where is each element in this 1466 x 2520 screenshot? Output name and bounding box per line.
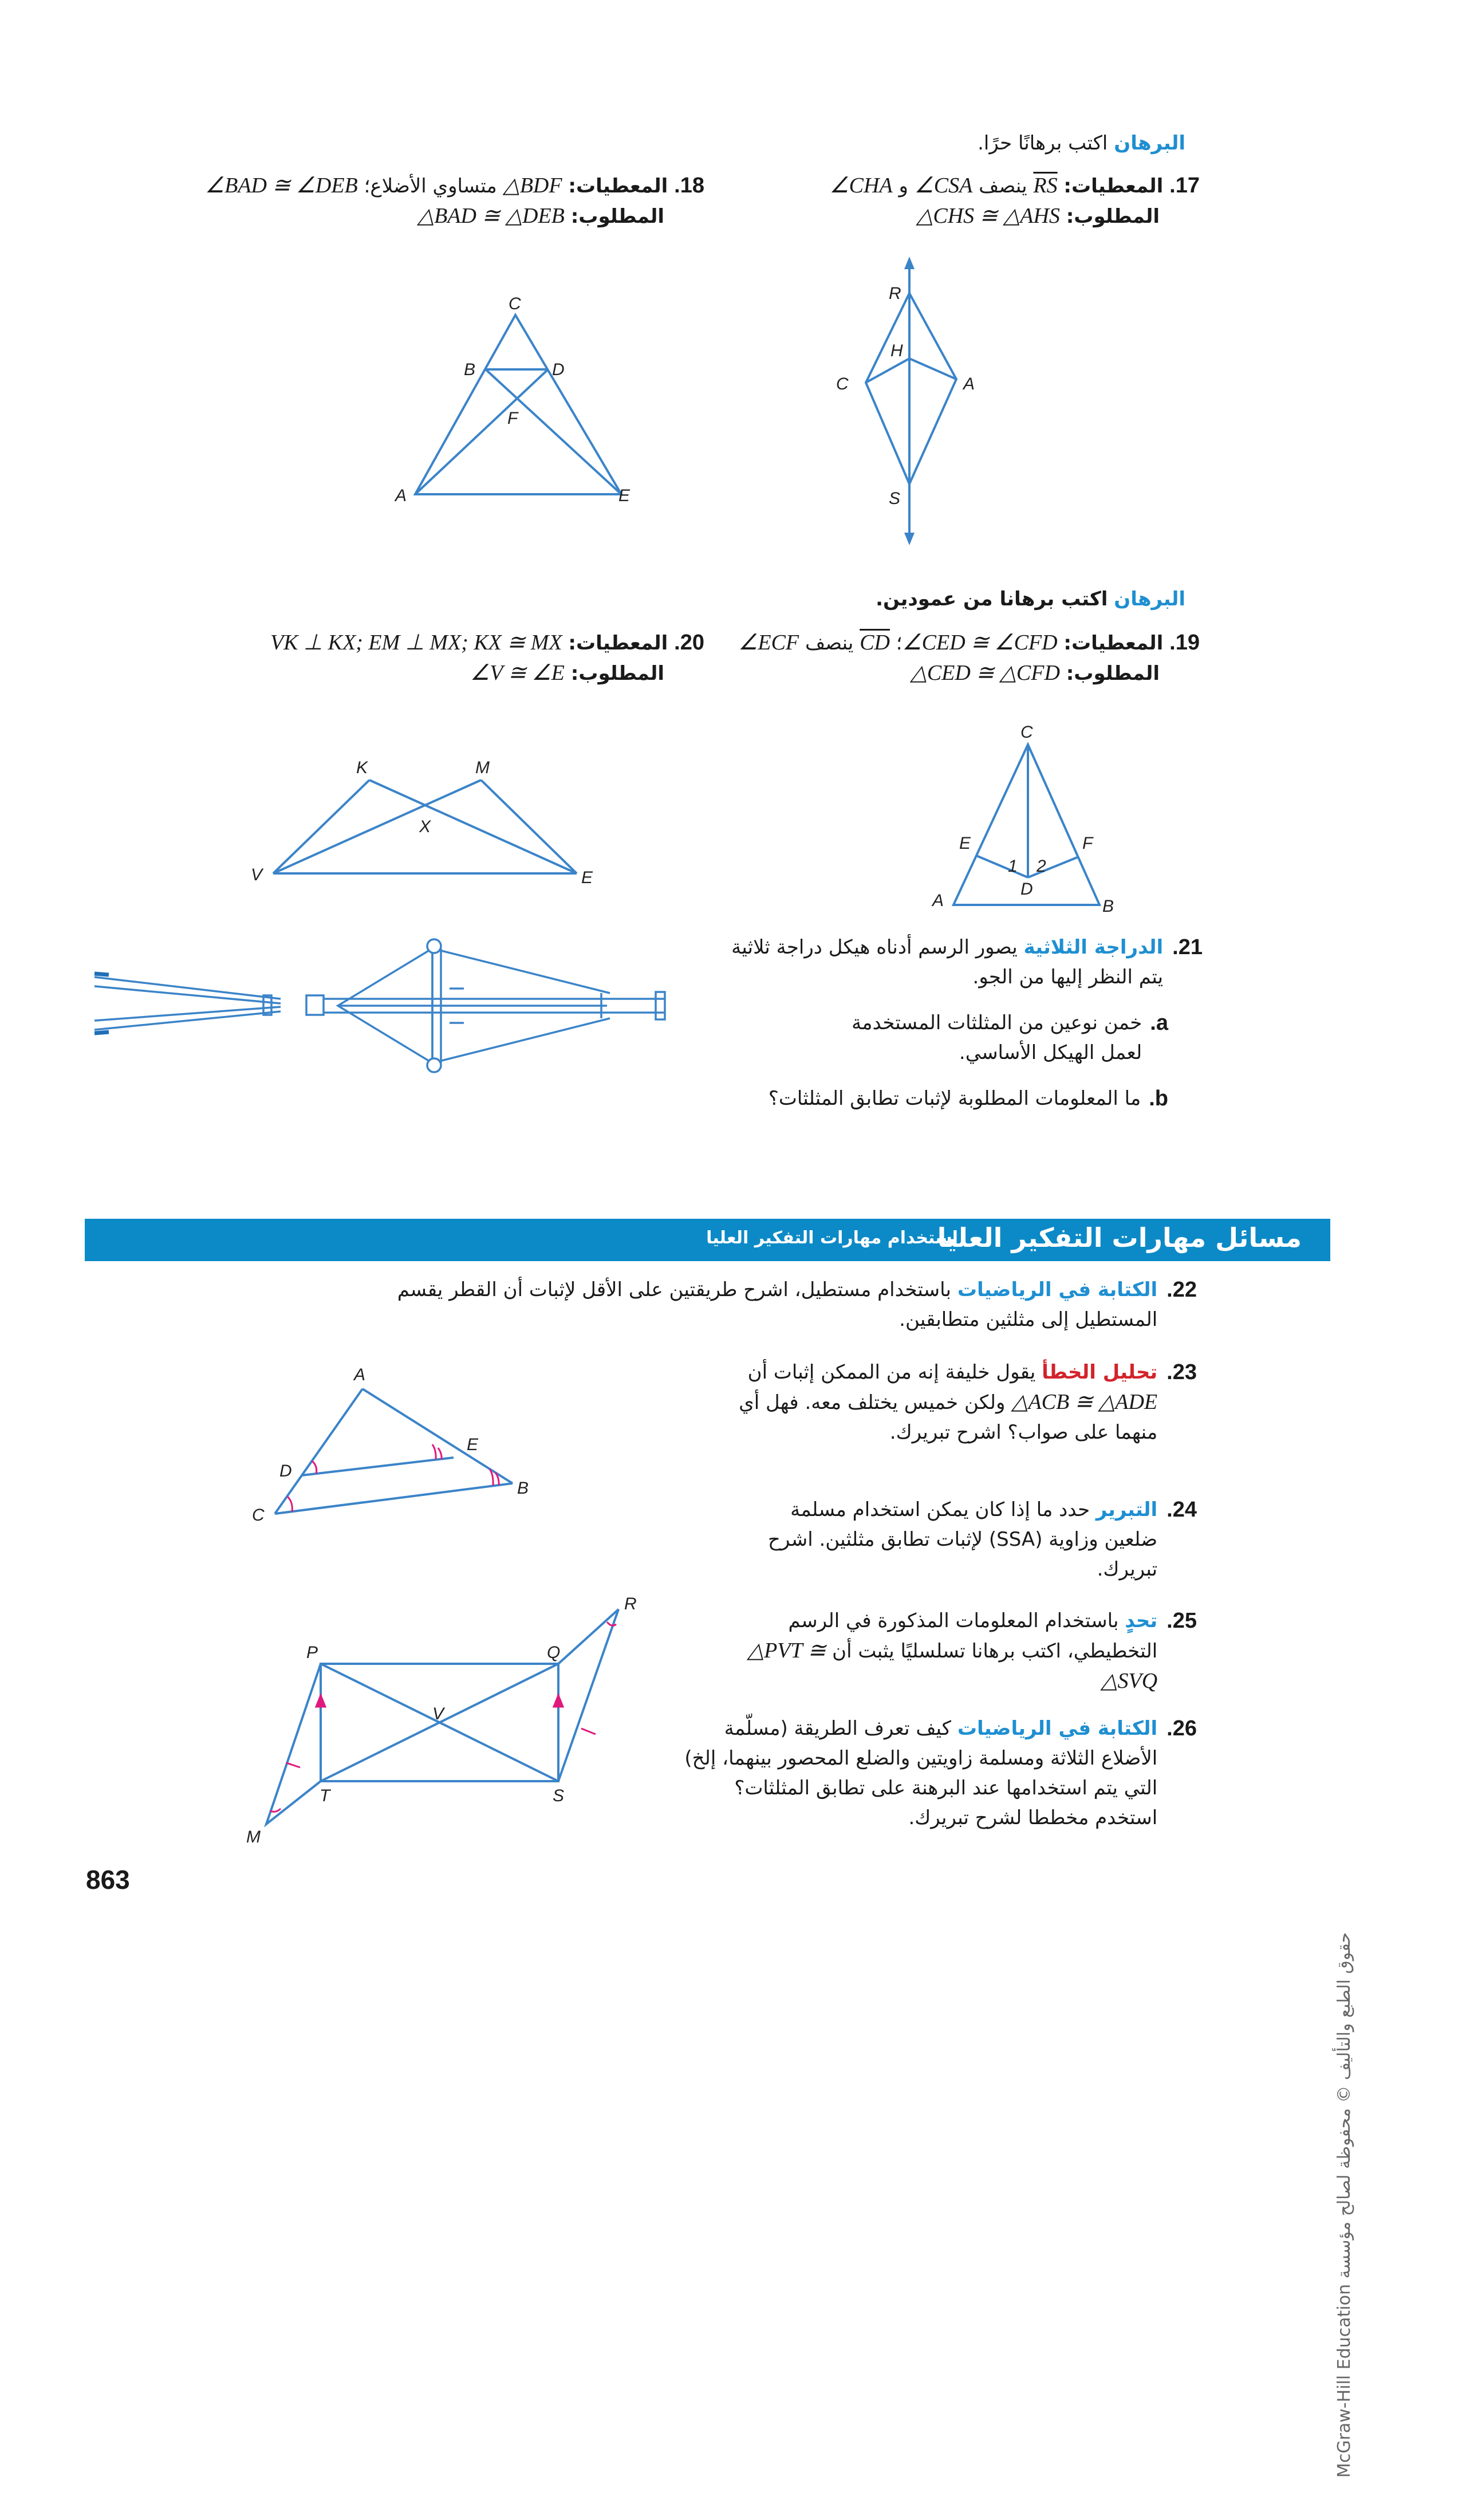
label-e: E xyxy=(467,1435,479,1454)
label-e: E xyxy=(959,834,971,853)
label-e: E xyxy=(618,486,630,505)
question-text: كيف تعرف الطريقة (مسلّمة الأضلاع الثلاثة ومسلمة زاويتين والضلع المحصور بينهما، إلخ) التي يتم استخدامها عند البرهنة على تطابق المثلثات؟ استخدم مخططا لشرح تبريرك. xyxy=(684,1717,1158,1829)
figure-q17-kite xyxy=(813,252,996,550)
label-d: D xyxy=(279,1462,292,1480)
given-label: المعطيات: xyxy=(568,632,668,655)
segment-ah xyxy=(909,359,956,379)
label-a: A xyxy=(963,375,975,393)
question-number: 22. xyxy=(1167,1278,1197,1302)
triangle-ptm xyxy=(266,1664,321,1824)
tick-mark-pm xyxy=(286,1763,300,1767)
arrowhead-top xyxy=(904,257,915,269)
page-number: 863 xyxy=(86,1865,130,1895)
given-text: ينصف xyxy=(805,632,854,655)
question-number: 19. xyxy=(1169,631,1200,655)
label-h: H xyxy=(890,341,903,360)
prove-label: المطلوب: xyxy=(1066,205,1160,228)
label-m: M xyxy=(475,758,490,777)
congruence-statement: △PVT ≅ △SVQ xyxy=(747,1639,1158,1693)
figure-q18-triangle xyxy=(378,286,653,515)
question-text: باستخدام مستطيل، اشرح طريقتين على الأقل لإثبات أن القطر يقسم المستطيل إلى مثلثين متطابقين. xyxy=(397,1278,1158,1331)
figure-q19-triangle xyxy=(922,716,1145,922)
given-text: و xyxy=(898,175,908,198)
question-number: 17. xyxy=(1169,174,1200,198)
front-wheel-bottom xyxy=(427,1058,441,1072)
question-text: باستخدام المعلومات المذكورة في الرسم التخطيطي، اكتب برهانا تسلسليًا يثبت أن xyxy=(788,1609,1158,1663)
segment-cb xyxy=(275,1483,513,1514)
label-f: F xyxy=(1082,834,1093,853)
label-c: C xyxy=(836,375,849,393)
part-b-text: ما المعلومات المطلوبة لإثبات تطابق المثلثات؟ xyxy=(768,1087,1141,1110)
given-text: ينصف xyxy=(979,175,1027,198)
given-label: المعطيات: xyxy=(1063,175,1164,198)
proof-header-1 xyxy=(670,128,1185,158)
front-strut-bottom xyxy=(432,1018,610,1063)
question-24 xyxy=(744,1495,1197,1584)
question-26 xyxy=(681,1714,1197,1833)
question-title: تحدٍ xyxy=(1125,1609,1158,1632)
label-c: C xyxy=(252,1506,265,1525)
label-angle-1: 1 xyxy=(1008,857,1018,876)
angle-ecf: ∠ECF xyxy=(738,631,799,655)
prove-statement: △CED ≅ △CFD xyxy=(910,661,1060,685)
main-joint xyxy=(306,995,324,1015)
segment-cd: $\overline{CD}$ xyxy=(860,631,890,655)
question-text: يصور الرسم أدناه هيكل دراجة ثلاثية يتم النظر إليها من الجو. xyxy=(731,936,1164,989)
angle-cha: ∠CHA xyxy=(829,174,893,198)
label-d: D xyxy=(552,360,565,379)
part-a-label: a. xyxy=(1150,1011,1168,1035)
angle-congruence: ∠BAD ≅ ∠DEB xyxy=(205,174,358,198)
label-s: S xyxy=(889,489,901,508)
prove-statement: ∠V ≅ ∠E xyxy=(470,661,565,685)
rear-wheel-left-bottom xyxy=(94,1032,109,1033)
segment-vk xyxy=(273,780,369,873)
proof-label: البرهان xyxy=(1114,132,1185,155)
prove-statement: △CHS ≅ △AHS xyxy=(916,204,1060,228)
given-label: المعطيات: xyxy=(568,175,668,198)
angle-mark-d xyxy=(312,1461,317,1474)
tick-mark-rs xyxy=(581,1728,596,1734)
label-a: A xyxy=(932,891,944,910)
given-label: المعطيات: xyxy=(1063,632,1164,655)
figure-tricycle-frame xyxy=(92,934,676,1088)
question-25 xyxy=(744,1606,1197,1696)
question-number: 18. xyxy=(674,174,704,198)
proof-header-2 xyxy=(670,584,1185,614)
label-a: A xyxy=(395,486,407,505)
part-a-text: خمن نوعين من المثلثات المستخدمة لعمل الهيكل الأساسي. xyxy=(852,1011,1142,1064)
congruence-statement: △ACB ≅ △ADE xyxy=(1011,1390,1158,1414)
label-b: B xyxy=(517,1479,529,1498)
question-text: يقول خليفة إنه من الممكن إثبات أن xyxy=(747,1361,1036,1384)
triangle-bdf: △BDF xyxy=(503,174,562,198)
prove-label: المطلوب: xyxy=(570,205,664,228)
label-r: R xyxy=(624,1594,637,1613)
question-18 xyxy=(132,171,704,231)
separator: ؛ xyxy=(896,632,903,655)
arrow-mark-pt xyxy=(316,1695,325,1707)
segment-ac xyxy=(275,1389,362,1514)
hots-banner xyxy=(85,1219,1330,1261)
front-strut-top xyxy=(432,948,610,993)
question-17 xyxy=(696,171,1200,231)
label-x: X xyxy=(419,817,431,836)
question-title: تحليل الخطأ xyxy=(1042,1361,1158,1384)
banner-title: مسائل مهارات التفكير العليا xyxy=(937,1222,1302,1253)
angle-mark-e-1 xyxy=(432,1444,436,1459)
segment-be xyxy=(486,369,621,494)
proof-label: البرهان xyxy=(1114,588,1185,611)
segment-ed xyxy=(976,856,1028,877)
prove-statement: △BAD ≅ △DEB xyxy=(417,204,565,228)
label-r: R xyxy=(889,284,901,303)
label-c: C xyxy=(1020,723,1033,742)
label-v: V xyxy=(432,1704,444,1723)
question-title: الكتابة في الرياضيات xyxy=(957,1278,1158,1301)
label-v: V xyxy=(251,865,263,884)
triangle-qrs xyxy=(558,1609,618,1781)
question-20 xyxy=(132,628,704,688)
question-22 xyxy=(309,1275,1197,1334)
angle-mark-c xyxy=(287,1497,292,1512)
label-angle-2: 2 xyxy=(1037,857,1046,876)
front-handle xyxy=(656,992,665,1019)
question-number: 24. xyxy=(1167,1498,1197,1522)
label-k: K xyxy=(356,758,368,777)
given-text: متساوي الأضلاع؛ xyxy=(364,175,497,198)
label-c: C xyxy=(509,294,521,313)
question-title: الكتابة في الرياضيات xyxy=(957,1717,1158,1740)
line-rs: $\overline{RS}$ xyxy=(1033,174,1058,198)
question-text: حدد ما إذا كان يمكن استخدام مسلمة ضلعين وزاوية (SSA) لإثبات تطابق مثلثين. اشرح تبريرك. xyxy=(768,1498,1158,1581)
figure-q23-triangle xyxy=(241,1363,550,1535)
angle-mark-e-2 xyxy=(438,1448,442,1459)
label-b: B xyxy=(1102,897,1114,916)
given-statement: VK ⊥ KX; EM ⊥ MX; KX ≅ MX xyxy=(270,631,562,655)
segment-vm xyxy=(273,780,481,873)
label-a: A xyxy=(354,1365,366,1384)
prove-label: المطلوب: xyxy=(570,662,664,685)
question-21 xyxy=(722,932,1203,1113)
angle-congruence: ∠CED ≅ ∠CFD xyxy=(902,631,1058,655)
banner-subtitle: استخدام مهارات التفكير العليا xyxy=(706,1228,958,1248)
proof-instruction: اكتب برهانًا حرًا. xyxy=(978,132,1108,155)
segment-ke xyxy=(369,780,577,873)
label-b: B xyxy=(464,360,476,379)
question-title: الدراجة الثلاثية xyxy=(1023,936,1164,959)
prove-label: المطلوب: xyxy=(1066,662,1160,685)
front-wheel-top xyxy=(427,939,441,953)
question-number: 26. xyxy=(1167,1716,1197,1741)
kite-outline xyxy=(866,293,956,484)
figure-q25-rectangle xyxy=(229,1592,641,1844)
label-f: F xyxy=(507,409,518,428)
label-p: P xyxy=(306,1643,318,1662)
label-e: E xyxy=(581,868,593,887)
segment-fd xyxy=(1028,857,1077,877)
segment-de xyxy=(302,1458,454,1475)
question-19 xyxy=(656,628,1200,688)
rear-wheel-left-top xyxy=(94,974,109,975)
label-q: Q xyxy=(547,1643,561,1662)
angle-csa: ∠CSA xyxy=(914,174,973,198)
question-23 xyxy=(699,1357,1197,1447)
arrowhead-bottom xyxy=(904,533,915,545)
copyright-side-text: حقوق الطبع والتأليف © محفوظة لصالح مؤسسة McGraw-Hill Education xyxy=(1334,1932,1354,2478)
figure-q20-bowtie xyxy=(241,750,607,893)
part-b-label: b. xyxy=(1149,1086,1168,1111)
question-title: التبرير xyxy=(1095,1498,1158,1521)
label-t: T xyxy=(320,1786,330,1805)
label-d: D xyxy=(1020,880,1033,899)
question-number: 20. xyxy=(674,631,704,655)
question-number: 23. xyxy=(1167,1360,1197,1384)
triangle-ace xyxy=(415,315,621,494)
label-m: M xyxy=(246,1828,261,1844)
label-s: S xyxy=(553,1786,565,1805)
question-text: ولكن خميس يختلف معه. فهل أي منهما على صواب؟ اشرح تبريرك. xyxy=(739,1391,1158,1444)
question-number: 21. xyxy=(1172,935,1203,959)
question-number: 25. xyxy=(1167,1609,1197,1633)
proof-instruction: اكتب برهانا من عمودين. xyxy=(876,588,1108,611)
segment-me xyxy=(481,780,577,873)
segment-da xyxy=(415,369,548,494)
arrow-mark-qs xyxy=(554,1695,563,1707)
